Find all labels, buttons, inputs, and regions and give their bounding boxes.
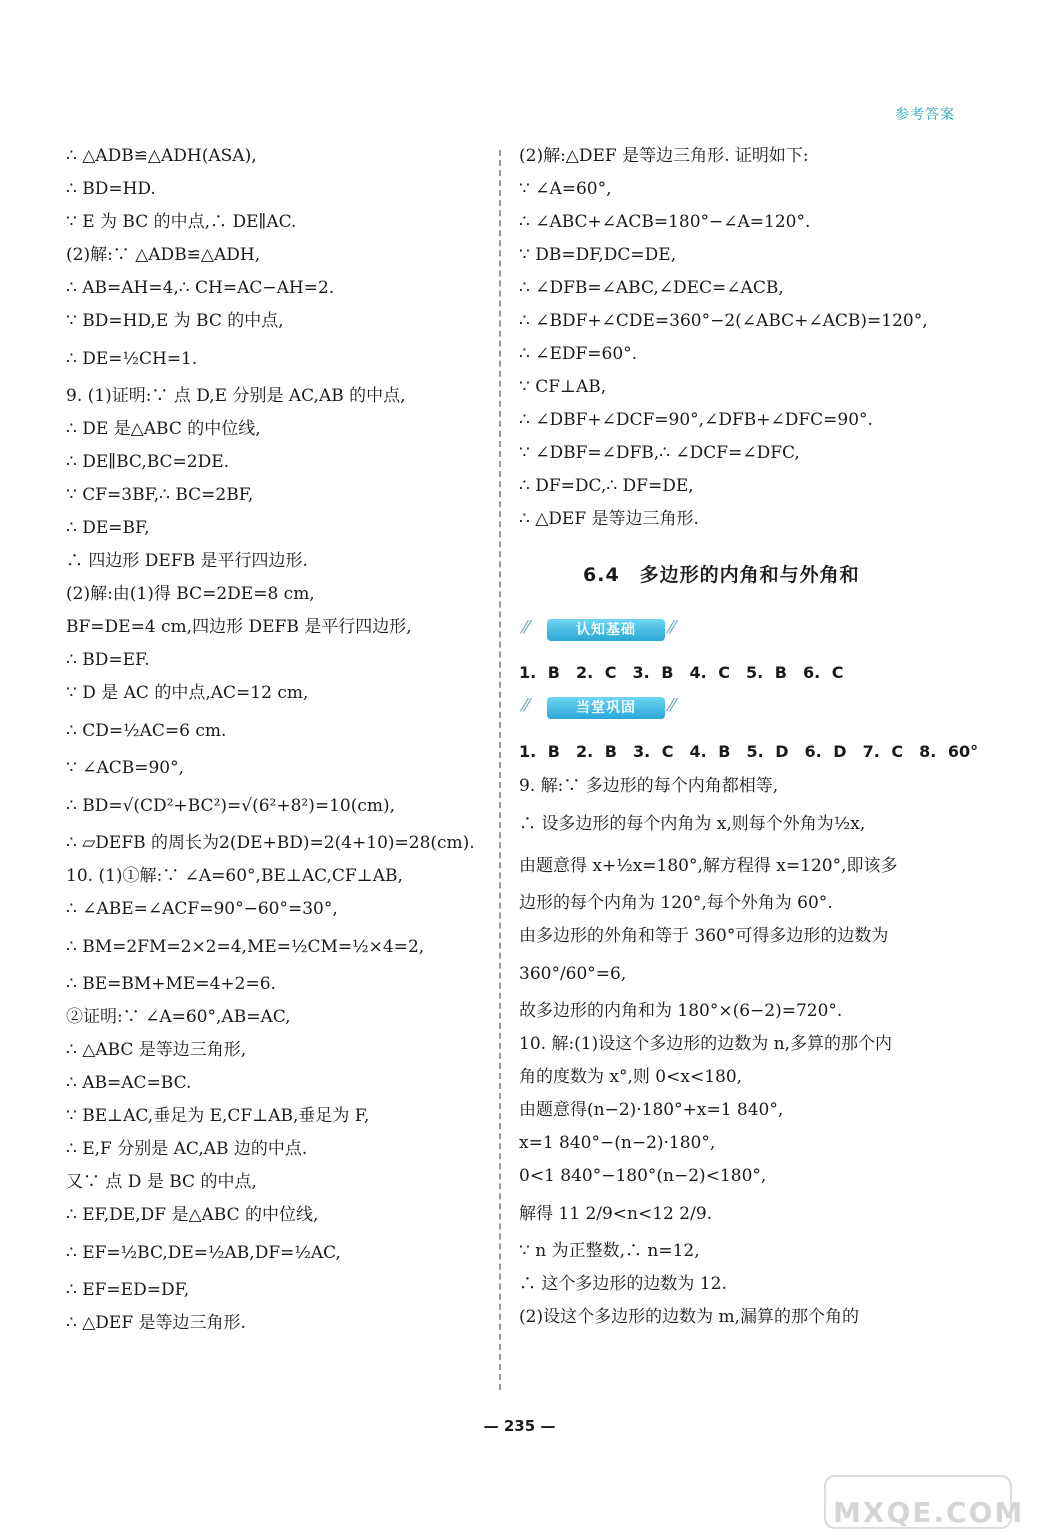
text-line: 又∵ 点 D 是 BC 的中点, xyxy=(66,1172,257,1192)
watermark-logo: MXQE.COM xyxy=(823,1474,1013,1530)
left-column xyxy=(66,140,486,1340)
right-column-top xyxy=(519,140,969,536)
text-line: ∴ EF,DE,DF 是△ABC 的中位线, xyxy=(66,1205,319,1225)
text-line: ∴ DE 是△ABC 的中位线, xyxy=(66,419,261,439)
text-line: BF=DE=4 cm,四边形 DEFB 是平行四边形, xyxy=(66,617,412,637)
text-line: ∴ BE=BM+ME=4+2=6. xyxy=(66,974,276,994)
text-line: 由多边形的外角和等于 360°可得多边形的边数为 xyxy=(519,926,889,946)
tag-label: 当堂巩固 xyxy=(547,697,665,719)
text-line: (2)解:△DEF 是等边三角形. 证明如下: xyxy=(519,146,809,166)
text-line: ∵ CF⊥AB, xyxy=(519,377,607,397)
slash-icon: ⁄⁄ xyxy=(523,617,530,638)
tag-consolidation xyxy=(519,695,694,721)
text-line: (2)解:由(1)得 BC=2DE=8 cm, xyxy=(66,584,315,604)
text-line: ∴ ∠EDF=60°. xyxy=(519,344,638,364)
text-line: ∴ BD=√(CD²+BC²)=√(6²+8²)=10(cm), xyxy=(66,796,396,816)
text-line: ∴ E,F 分别是 AC,AB 边的中点. xyxy=(66,1139,308,1159)
text-line: ∴ AB=AH=4,∴ CH=AC−AH=2. xyxy=(66,278,335,298)
text-line: ∴ AB=AC=BC. xyxy=(66,1073,192,1093)
text-line: x=1 840°−(n−2)·180°, xyxy=(519,1133,716,1153)
right-column-bottom xyxy=(519,770,969,1334)
slash-icon: ⁄⁄ xyxy=(669,695,676,716)
text-line: ∴ 四边形 DEFB 是平行四边形. xyxy=(66,551,308,571)
text-line: 9. (1)证明:∵ 点 D,E 分别是 AC,AB 的中点, xyxy=(66,386,406,406)
text-line: ∴ ∠ABC+∠ACB=180°−∠A=120°. xyxy=(519,212,811,232)
text-line: ∴ △DEF 是等边三角形. xyxy=(519,509,699,529)
text-line: (2)解:∵ △ADB≌△ADH, xyxy=(66,245,261,265)
text-line: ∵ BD=HD,E 为 BC 的中点, xyxy=(66,311,284,331)
text-line: 10. (1)①解:∵ ∠A=60°,BE⊥AC,CF⊥AB, xyxy=(66,866,403,886)
text-line: ∵ n 为正整数,∴ n=12, xyxy=(519,1241,700,1261)
text-line: ∴ BM=2FM=2×2=4,ME=½CM=½×4=2, xyxy=(66,937,425,957)
text-line: ∴ DE∥BC,BC=2DE. xyxy=(66,452,230,472)
text-line: ∵ BE⊥AC,垂足为 E,CF⊥AB,垂足为 F, xyxy=(66,1106,370,1126)
section-title: 6.4 多边形的内角和与外角和 xyxy=(583,564,860,586)
text-line: 9. 解:∵ 多边形的每个内角都相等, xyxy=(519,776,779,796)
text-line: ②证明:∵ ∠A=60°,AB=AC, xyxy=(66,1007,291,1027)
text-line: ∵ ∠ACB=90°, xyxy=(66,758,185,778)
text-line: ∴ DE=½CH=1. xyxy=(66,349,198,369)
text-line: 边形的每个内角为 120°,每个外角为 60°. xyxy=(519,893,833,913)
text-line: ∵ CF=3BF,∴ BC=2BF, xyxy=(66,485,254,505)
text-line: ∴ EF=ED=DF, xyxy=(66,1280,190,1300)
text-line: 0<1 840°−180°(n−2)<180°, xyxy=(519,1166,767,1186)
text-line: ∴ ∠DFB=∠ABC,∠DEC=∠ACB, xyxy=(519,278,784,298)
text-line: ∵ E 为 BC 的中点,∴ DE∥AC. xyxy=(66,212,297,232)
answers-basics: 1. B 2. C 3. B 4. C 5. B 6. C xyxy=(519,663,844,682)
text-line: ∴ DF=DC,∴ DF=DE, xyxy=(519,476,694,496)
text-line: ∴ DE=BF, xyxy=(66,518,150,538)
slash-icon: ⁄⁄ xyxy=(523,695,530,716)
tag-cognition-basics xyxy=(519,617,694,643)
text-line: ∵ ∠A=60°, xyxy=(519,179,612,199)
text-line: 角的度数为 x°,则 0<x<180, xyxy=(519,1067,743,1087)
text-line: ∵ D 是 AC 的中点,AC=12 cm, xyxy=(66,683,309,703)
text-line: ∴ △DEF 是等边三角形. xyxy=(66,1313,246,1333)
column-divider xyxy=(499,150,501,1390)
text-line: ∴ 这个多边形的边数为 12. xyxy=(519,1274,727,1294)
text-line: 解得 11 2/9<n<12 2/9. xyxy=(519,1204,713,1224)
text-line: ∵ DB=DF,DC=DE, xyxy=(519,245,677,265)
text-line: ∴ △ABC 是等边三角形, xyxy=(66,1040,247,1060)
text-line: 360°/60°=6, xyxy=(519,964,627,984)
text-line: ∴ ∠BDF+∠CDE=360°−2(∠ABC+∠ACB)=120°, xyxy=(519,311,928,331)
text-line: ∴ EF=½BC,DE=½AB,DF=½AC, xyxy=(66,1243,341,1263)
text-line: ∵ ∠DBF=∠DFB,∴ ∠DCF=∠DFC, xyxy=(519,443,800,463)
text-line: ∴ △ADB≌△ADH(ASA), xyxy=(66,146,257,166)
text-line: 由题意得 x+½x=180°,解方程得 x=120°,即该多 xyxy=(519,856,898,876)
tag-label: 认知基础 xyxy=(547,619,665,641)
slash-icon: ⁄⁄ xyxy=(669,617,676,638)
text-line: ∴ BD=EF. xyxy=(66,650,150,670)
text-line: ∴ ∠ABE=∠ACF=90°−60°=30°, xyxy=(66,899,338,919)
header-label: 参考答案 xyxy=(895,107,955,123)
text-line: ∴ ∠DBF+∠DCF=90°,∠DFB+∠DFC=90°. xyxy=(519,410,873,430)
text-line: ∴ CD=½AC=6 cm. xyxy=(66,721,227,741)
text-line: ∴ BD=HD. xyxy=(66,179,156,199)
page-number: — 235 — xyxy=(483,1417,556,1435)
text-line: 10. 解:(1)设这个多边形的边数为 n,多算的那个内 xyxy=(519,1034,893,1054)
text-line: ∴ 设多边形的每个内角为 x,则每个外角为½x, xyxy=(519,814,866,834)
text-line: 故多边形的内角和为 180°×(6−2)=720°. xyxy=(519,1001,843,1021)
text-line: (2)设这个多边形的边数为 m,漏算的那个角的 xyxy=(519,1307,860,1327)
text-line: 由题意得(n−2)·180°+x=1 840°, xyxy=(519,1100,784,1120)
text-line: ∴ ▱DEFB 的周长为2(DE+BD)=2(4+10)=28(cm). xyxy=(66,833,475,853)
answers-consolidation: 1. B 2. B 3. C 4. B 5. D 6. D 7. C 8. 60° xyxy=(519,742,979,761)
